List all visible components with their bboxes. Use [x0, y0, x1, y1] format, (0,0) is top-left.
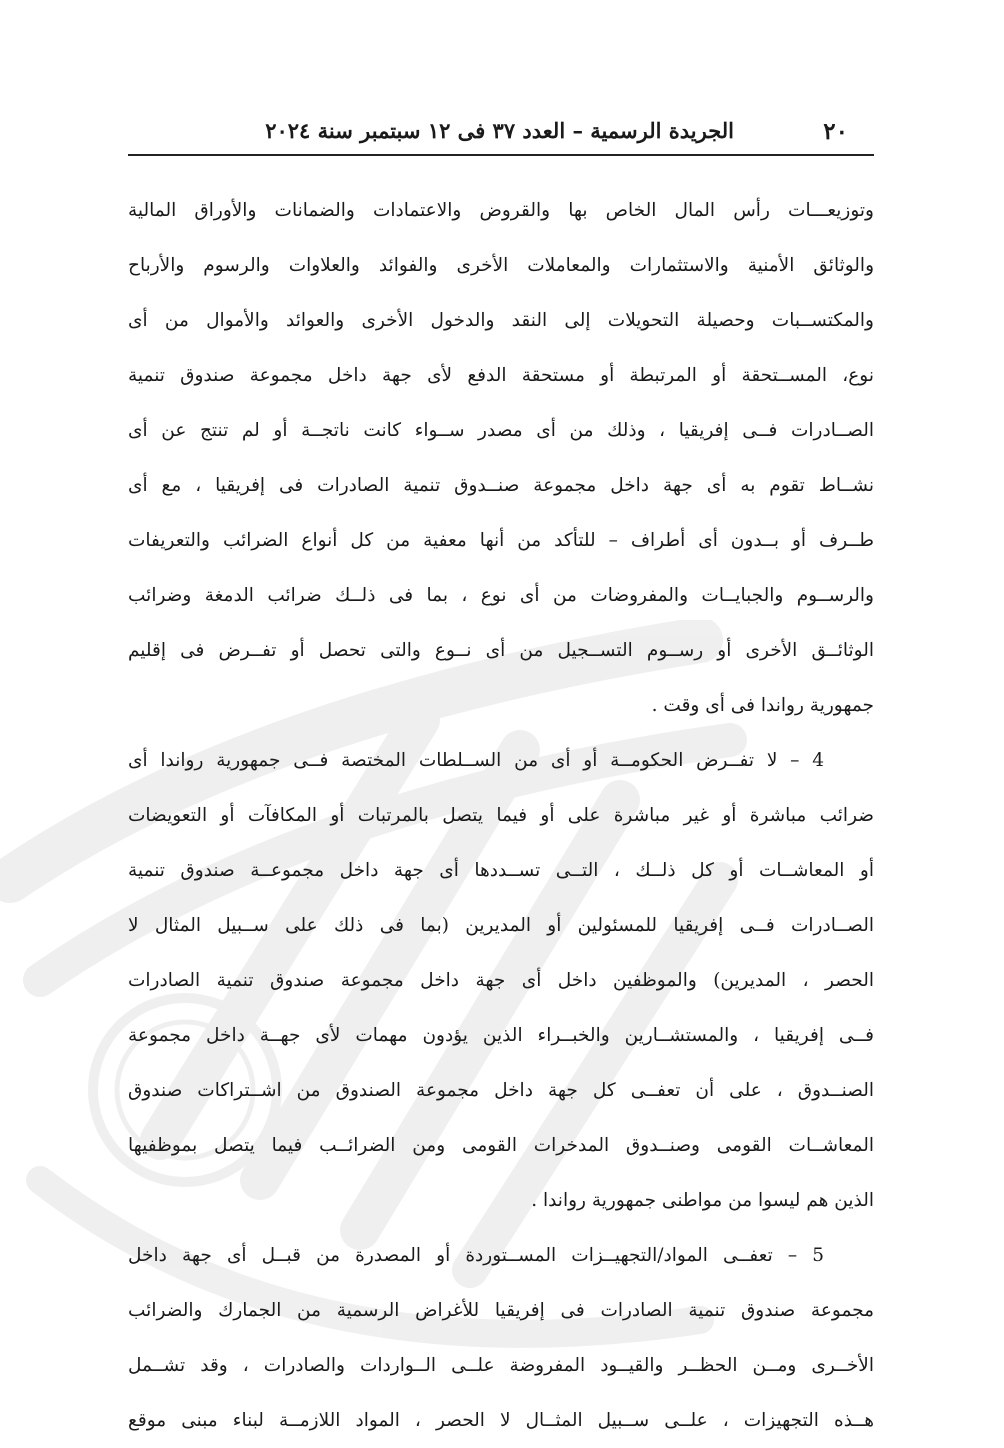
- body-line: الأخــرى ومــن الحظــر والقيــود المفروضة علــى الــواردات والصادرات ، وقد تشــمل: [128, 1355, 874, 1376]
- body-line: الذين هم ليسوا من مواطنى جمهورية رواندا .: [531, 1190, 874, 1211]
- document-body: [128, 183, 874, 1448]
- body-line: نوع، المســتحقة أو المرتبطة أو مستحقة الدفع لأى جهة داخل مجموعة صندوق تنمية: [128, 365, 874, 386]
- body-line: الوثائــق الأخرى أو رســوم التســجيل من أى نــوع والتى تحصل أو تفــرض فى إقليم: [128, 640, 874, 661]
- body-line: هــذه التجهيزات ، علــى ســبيل المثــال لا الحصر ، المواد اللازمــة لبناء مبنى موقع: [128, 1410, 874, 1431]
- body-line: نشــاط تقوم به أى جهة داخل مجموعة صنــدوق تنمية الصادرات فى إفريقيا ، مع أى: [128, 475, 874, 496]
- body-line: طــرف أو بــدون أى أطراف – للتأكد من أنها معفية من كل أنواع الضرائب والتعريفات: [128, 530, 874, 551]
- body-line: الصنــدوق ، على أن تعفــى كل جهة داخل مجموعة الصندوق من اشــتراكات صندوق: [128, 1080, 874, 1101]
- body-line: مجموعة صندوق تنمية الصادرات فى إفريقيا للأغراض الرسمية من الجمارك والضرائب: [128, 1300, 874, 1321]
- page-number: ٢٠: [823, 118, 848, 145]
- body-line: الصــادرات فــى إفريقيا للمسئولين أو المديرين (بما فى ذلك على ســبيل المثال لا: [128, 915, 874, 936]
- body-line: الصــادرات فــى إفريقيا ، وذلك من أى مصدر ســواء كانت ناتجــة أو لم تنتج عن أى: [128, 420, 874, 441]
- page-header: [128, 112, 874, 156]
- body-line: جمهورية رواندا فى أى وقت .: [651, 695, 874, 716]
- body-line: المعاشــات القومى وصنــدوق المدخرات القومى ومن الضرائــب فيما يتصل بموظفيها: [128, 1135, 874, 1156]
- body-line: الحصر ، المديرين) والموظفين داخل أى جهة داخل مجموعة صندوق تنمية الصادرات: [128, 970, 874, 991]
- body-line: وتوزيعـــات رأس المال الخاص بها والقروض والاعتمادات والضمانات والأوراق المالية: [128, 200, 874, 221]
- gazette-title: الجريدة الرسمية – العدد ٣٧ فى ١٢ سبتمبر سنة ٢٠٢٤: [265, 118, 734, 143]
- body-line: والوثائق الأمنية والاستثمارات والمعاملات الأخرى والفوائد والعلاوات والرسوم والأرباح: [128, 255, 874, 276]
- body-line: أو المعاشــات أو كل ذلــك ، التــى تســددها أى جهة داخل مجموعــة صندوق تنمية: [128, 860, 874, 881]
- paragraph-5-start: 5 – تعفــى المواد/التجهيــزات المســتوردة أو المصدرة من قبــل أى جهة داخل: [128, 1245, 824, 1266]
- body-line: والمكتســبات وحصيلة التحويلات إلى النقد والدخول الأخرى والعوائد والأموال من أى: [128, 310, 874, 331]
- body-line: والرســوم والجبايــات والمفروضات من أى نوع ، بما فى ذلــك ضرائب الدمغة وضرائب: [128, 585, 874, 606]
- body-line: فــى إفريقيا ، والمستشــارين والخبــراء الذين يؤدون مهمات لأى جهــة داخل مجموعة: [128, 1025, 874, 1046]
- paragraph-4-start: 4 – لا تفــرض الحكومــة أو أى من الســلطات المختصة فــى جمهورية رواندا أى: [128, 750, 824, 771]
- header-rule: [128, 154, 874, 156]
- body-line: ضرائب مباشرة أو غير مباشرة على أو فيما يتصل بالمرتبات أو المكافآت أو التعويضات: [128, 805, 874, 826]
